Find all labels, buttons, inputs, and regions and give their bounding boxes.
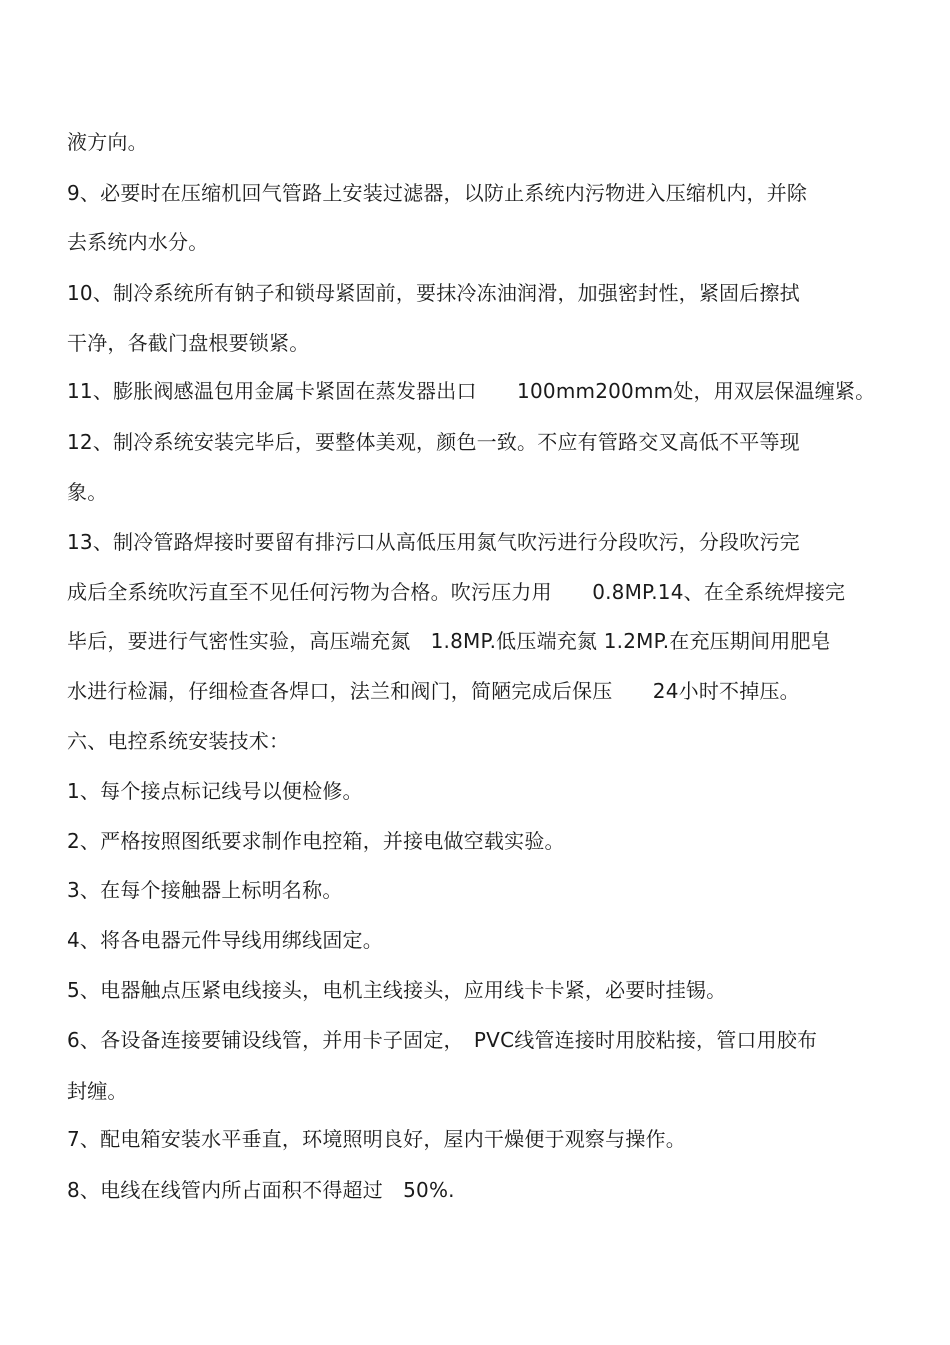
text-line: 3、在每个接触器上标明名称。 bbox=[67, 878, 343, 902]
text-line: 7、配电箱安装水平垂直，环境照明良好，屋内干燥便于观察与操作。 bbox=[67, 1127, 686, 1151]
text-line: 去系统内水分。 bbox=[67, 230, 209, 254]
text-line: 2、严格按照图纸要求制作电控箱，并接电做空载实验。 bbox=[67, 829, 565, 853]
text-line: 水进行检漏，仔细检查各焊口，法兰和阀门，简陋完成后保压 24小时不掉压。 bbox=[67, 679, 800, 703]
text-line: 9、必要时在压缩机回气管路上安装过滤器，以防止系统内污物进入压缩机内，并除 bbox=[67, 181, 808, 205]
text-line: 8、电线在线管内所占面积不得超过 50%. bbox=[67, 1178, 455, 1202]
text-line: 液方向。 bbox=[67, 130, 148, 154]
text-line: 10、制冷系统所有钠子和锁母紧固前，要抹冷冻油润滑，加强密封性，紧固后擦拭 bbox=[67, 281, 800, 305]
text-line: 11、膨胀阀感温包用金属卡紧固在蒸发器出口 100mm200mm处，用双层保温缠紧。 bbox=[67, 379, 876, 403]
text-line: 成后全系统吹污直至不见任何污物为合格。吹污压力用 0.8MP.14、在全系统焊接完 bbox=[67, 580, 846, 604]
text-line: 4、将各电器元件导线用绑线固定。 bbox=[67, 928, 383, 952]
text-line: 毕后，要进行气密性实验，高压端充氮 1.8MP.低压端充氮 1.2MP.在充压期间用肥皂 bbox=[67, 629, 831, 653]
text-line: 6、各设备连接要铺设线管，并用卡子固定， PVC线管连接时用胶粘接，管口用胶布 bbox=[67, 1028, 818, 1052]
text-line: 象。 bbox=[67, 480, 108, 504]
text-line: 封缠。 bbox=[67, 1079, 128, 1103]
text-line: 12、制冷系统安装完毕后，要整体美观，颜色一致。不应有管路交叉高低不平等现 bbox=[67, 430, 800, 454]
text-line: 干净，各截门盘根要锁紧。 bbox=[67, 331, 310, 355]
text-line: 5、电器触点压紧电线接头，电机主线接头，应用线卡卡紧，必要时挂锡。 bbox=[67, 978, 727, 1002]
text-line: 1、每个接点标记线号以便检修。 bbox=[67, 779, 363, 803]
text-line: 13、制冷管路焊接时要留有排污口从高低压用氮气吹污进行分段吹污，分段吹污完 bbox=[67, 530, 800, 554]
section-heading: 六、电控系统安装技术： bbox=[67, 729, 290, 753]
